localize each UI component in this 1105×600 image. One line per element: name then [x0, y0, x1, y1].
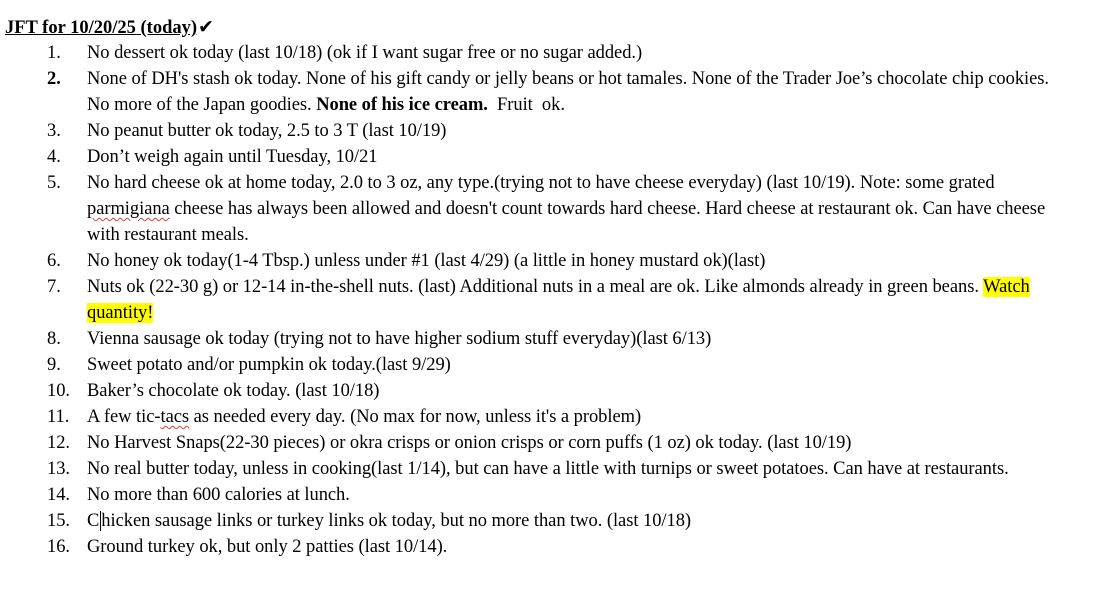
list-item-13[interactable]: [5, 456, 1105, 482]
list-number: 6.: [47, 251, 61, 271]
item-text: Sweet potato and/or pumpkin ok today.(last 9/29): [87, 355, 451, 375]
list-item-2[interactable]: [5, 66, 1105, 118]
item-text: No Harvest Snaps(22-30 pieces) or okra crisps or onion crisps or corn puffs (1 oz) ok today. (last 10/19): [87, 433, 852, 453]
list-number: 3.: [47, 121, 61, 141]
list-item-9[interactable]: [5, 352, 1105, 378]
item-text: cheese has always been allowed and doesn't count towards hard cheese. Hard cheese at restaurant ok. Can have cheese with restaurant meals.: [87, 199, 1046, 245]
list-item-8[interactable]: [5, 326, 1105, 352]
item-text: hicken sausage links or turkey links ok today, but no more than two. (last 10/18): [101, 511, 692, 531]
spellcheck-word[interactable]: tacs: [160, 407, 190, 427]
item-text: No dessert ok today (last 10/18) (ok if I want sugar free or no sugar added.): [87, 43, 643, 63]
item-text: No peanut butter ok today, 2.5 to 3 T (last 10/19): [87, 121, 447, 141]
list-number: 7.: [47, 277, 61, 297]
list-item-11[interactable]: [5, 404, 1105, 430]
list-item-12[interactable]: [5, 430, 1105, 456]
document-heading[interactable]: [5, 14, 1105, 40]
heading-text: JFT for 10/20/25 (today): [5, 18, 198, 38]
item-text: No more than 600 calories at lunch.: [87, 485, 350, 505]
list-item-16[interactable]: [5, 534, 1105, 560]
item-text: Fruit ok.: [487, 95, 565, 115]
item-text: Don’t weigh again until Tuesday, 10/21: [87, 147, 378, 167]
list-item-7[interactable]: [5, 274, 1105, 326]
list-item-4[interactable]: [5, 144, 1105, 170]
item-text: Nuts ok (22-30 g) or 12-14 in-the-shell nuts. (last) Additional nuts in a meal are ok. Like almonds already in green beans.: [87, 277, 984, 297]
list-item-6[interactable]: [5, 248, 1105, 274]
list-item-1[interactable]: [5, 40, 1105, 66]
item-text: Vienna sausage ok today (trying not to have higher sodium stuff everyday)(last 6/13): [87, 329, 712, 349]
spellcheck-word[interactable]: parmigiana: [87, 199, 170, 219]
list-number: 12.: [47, 433, 70, 453]
list-number: 11.: [47, 407, 70, 427]
list-item-15[interactable]: [5, 508, 1105, 534]
item-text: as needed every day. (No max for now, unless it's a problem): [189, 407, 642, 427]
list-item-3[interactable]: [5, 118, 1105, 144]
item-text-bold: None of his ice cream.: [316, 95, 488, 115]
list-number: 13.: [47, 459, 70, 479]
list-number: 14.: [47, 485, 70, 505]
list-number: 9.: [47, 355, 61, 375]
list-number: 16.: [47, 537, 70, 557]
item-text: Baker’s chocolate ok today. (last 10/18): [87, 381, 380, 401]
list-number: 8.: [47, 329, 61, 349]
highlighted-text: Watch quantity!: [87, 277, 1030, 323]
item-text: No real butter today, unless in cooking(last 1/14), but can have a little with turnips or sweet potatoes. Can have at restaurants.: [87, 459, 1009, 479]
list-number: 1.: [47, 43, 61, 63]
list-item-5[interactable]: [5, 170, 1105, 248]
list-number: 5.: [47, 173, 61, 193]
list-number: 4.: [47, 147, 61, 167]
item-text: None of DH's stash ok today. None of his gift candy or jelly beans or hot tamales. None of the Trader Joe’s chocolate chip cookies. No more of the Japan goodies.: [87, 69, 1049, 115]
item-text: No hard cheese ok at home today, 2.0 to 3 oz, any type.(trying not to have cheese everyday) (last 10/19). Note: some grated: [87, 173, 995, 193]
list-number: 2.: [47, 69, 61, 89]
list-item-14[interactable]: [5, 482, 1105, 508]
item-text: No honey ok today(1-4 Tbsp.) unless under #1 (last 4/29) (a little in honey mustard ok)(last): [87, 251, 766, 271]
checkmark-icon: ✔: [198, 16, 214, 38]
list-number: 10.: [47, 381, 70, 401]
list-number: 15.: [47, 511, 70, 531]
rules-list: [5, 40, 1105, 560]
item-text: A few tic-: [87, 407, 161, 427]
list-item-10[interactable]: [5, 378, 1105, 404]
item-text: C: [87, 511, 100, 531]
item-text: Ground turkey ok, but only 2 patties (last 10/14).: [87, 537, 448, 557]
